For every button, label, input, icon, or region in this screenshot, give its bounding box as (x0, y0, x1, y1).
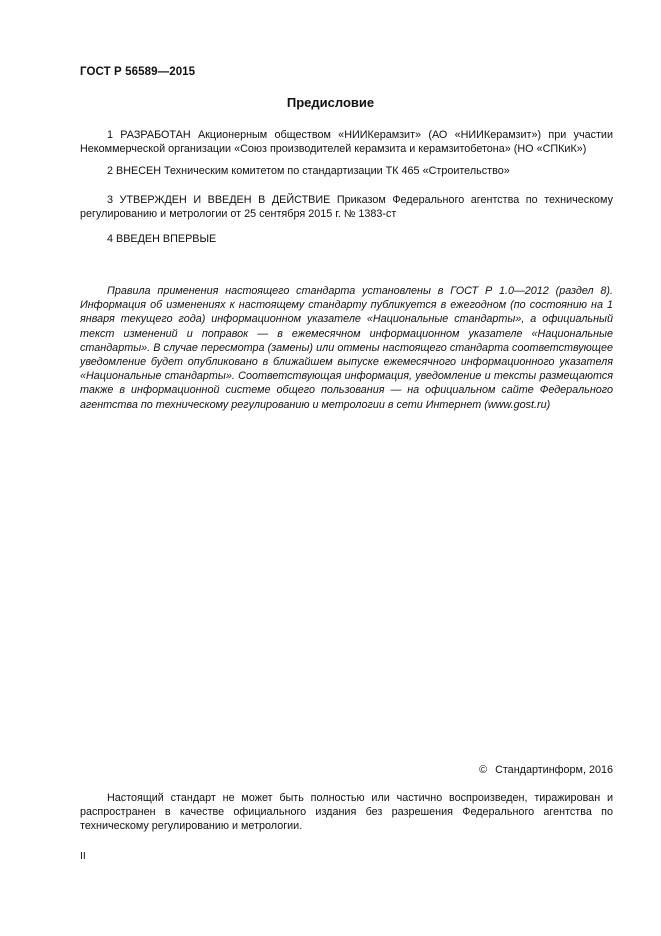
copyright-text: Стандартинформ, 2016 (495, 764, 613, 776)
reproduction-notice: Настоящий стандарт не может быть полностью или частично воспроизведен, тиражирован и распространен в качестве официального издания без разрешения Федерального агентства по техническому регулированию и метрологии. (80, 792, 613, 833)
page-number: II (80, 850, 86, 862)
application-rules-notice: Правила применения настоящего стандарта установлены в ГОСТ Р 1.0—2012 (раздел 8). Информация об изменениях к настоящему стандарту публикуется в ежегодном (по состоянию на 1 января текущего года) информационном указателе «Национальные стандарты», а официальный текст изменений и поправок — в ежемесячном информационном указателе «Национальные стандарты». В случае пересмотра (замены) или отмены настоящего стандарта соответствующее уведомление будет опубликовано в ближайшем выпуске ежемесячного информационного указателя «Национальные стандарты». Соответствующая информация, уведомление и тексты размещаются также в информационной системе общего пользования — на официальном сайте Федерального агентства по техническому регулированию и метрологии в сети Интернет (www.gost.ru) (80, 285, 613, 411)
paragraph-approved: 3 УТВЕРЖДЕН И ВВЕДЕН В ДЕЙСТВИЕ Приказом Федерального агентства по техническому регулированию и метрологии от 25 сентября 2015 г. № 1383-ст (80, 194, 613, 221)
copyright-icon: © (479, 764, 488, 776)
copyright-line (479, 764, 613, 776)
paragraph-developed: 1 РАЗРАБОТАН Акционерным обществом «НИИКерамзит» (АО «НИИКерамзит») при участии Некоммерческой организации «Союз производителей керамзита и керамзитобетона» (НО «СПКиК») (80, 129, 613, 156)
paragraph-first-introduced: 4 ВВЕДЕН ВПЕРВЫЕ (107, 233, 217, 245)
standard-code: ГОСТ Р 56589—2015 (80, 66, 196, 78)
page-title: Предисловие (286, 95, 375, 110)
paragraph-introduced: 2 ВНЕСЕН Техническим комитетом по стандартизации ТК 465 «Строительство» (107, 165, 510, 177)
